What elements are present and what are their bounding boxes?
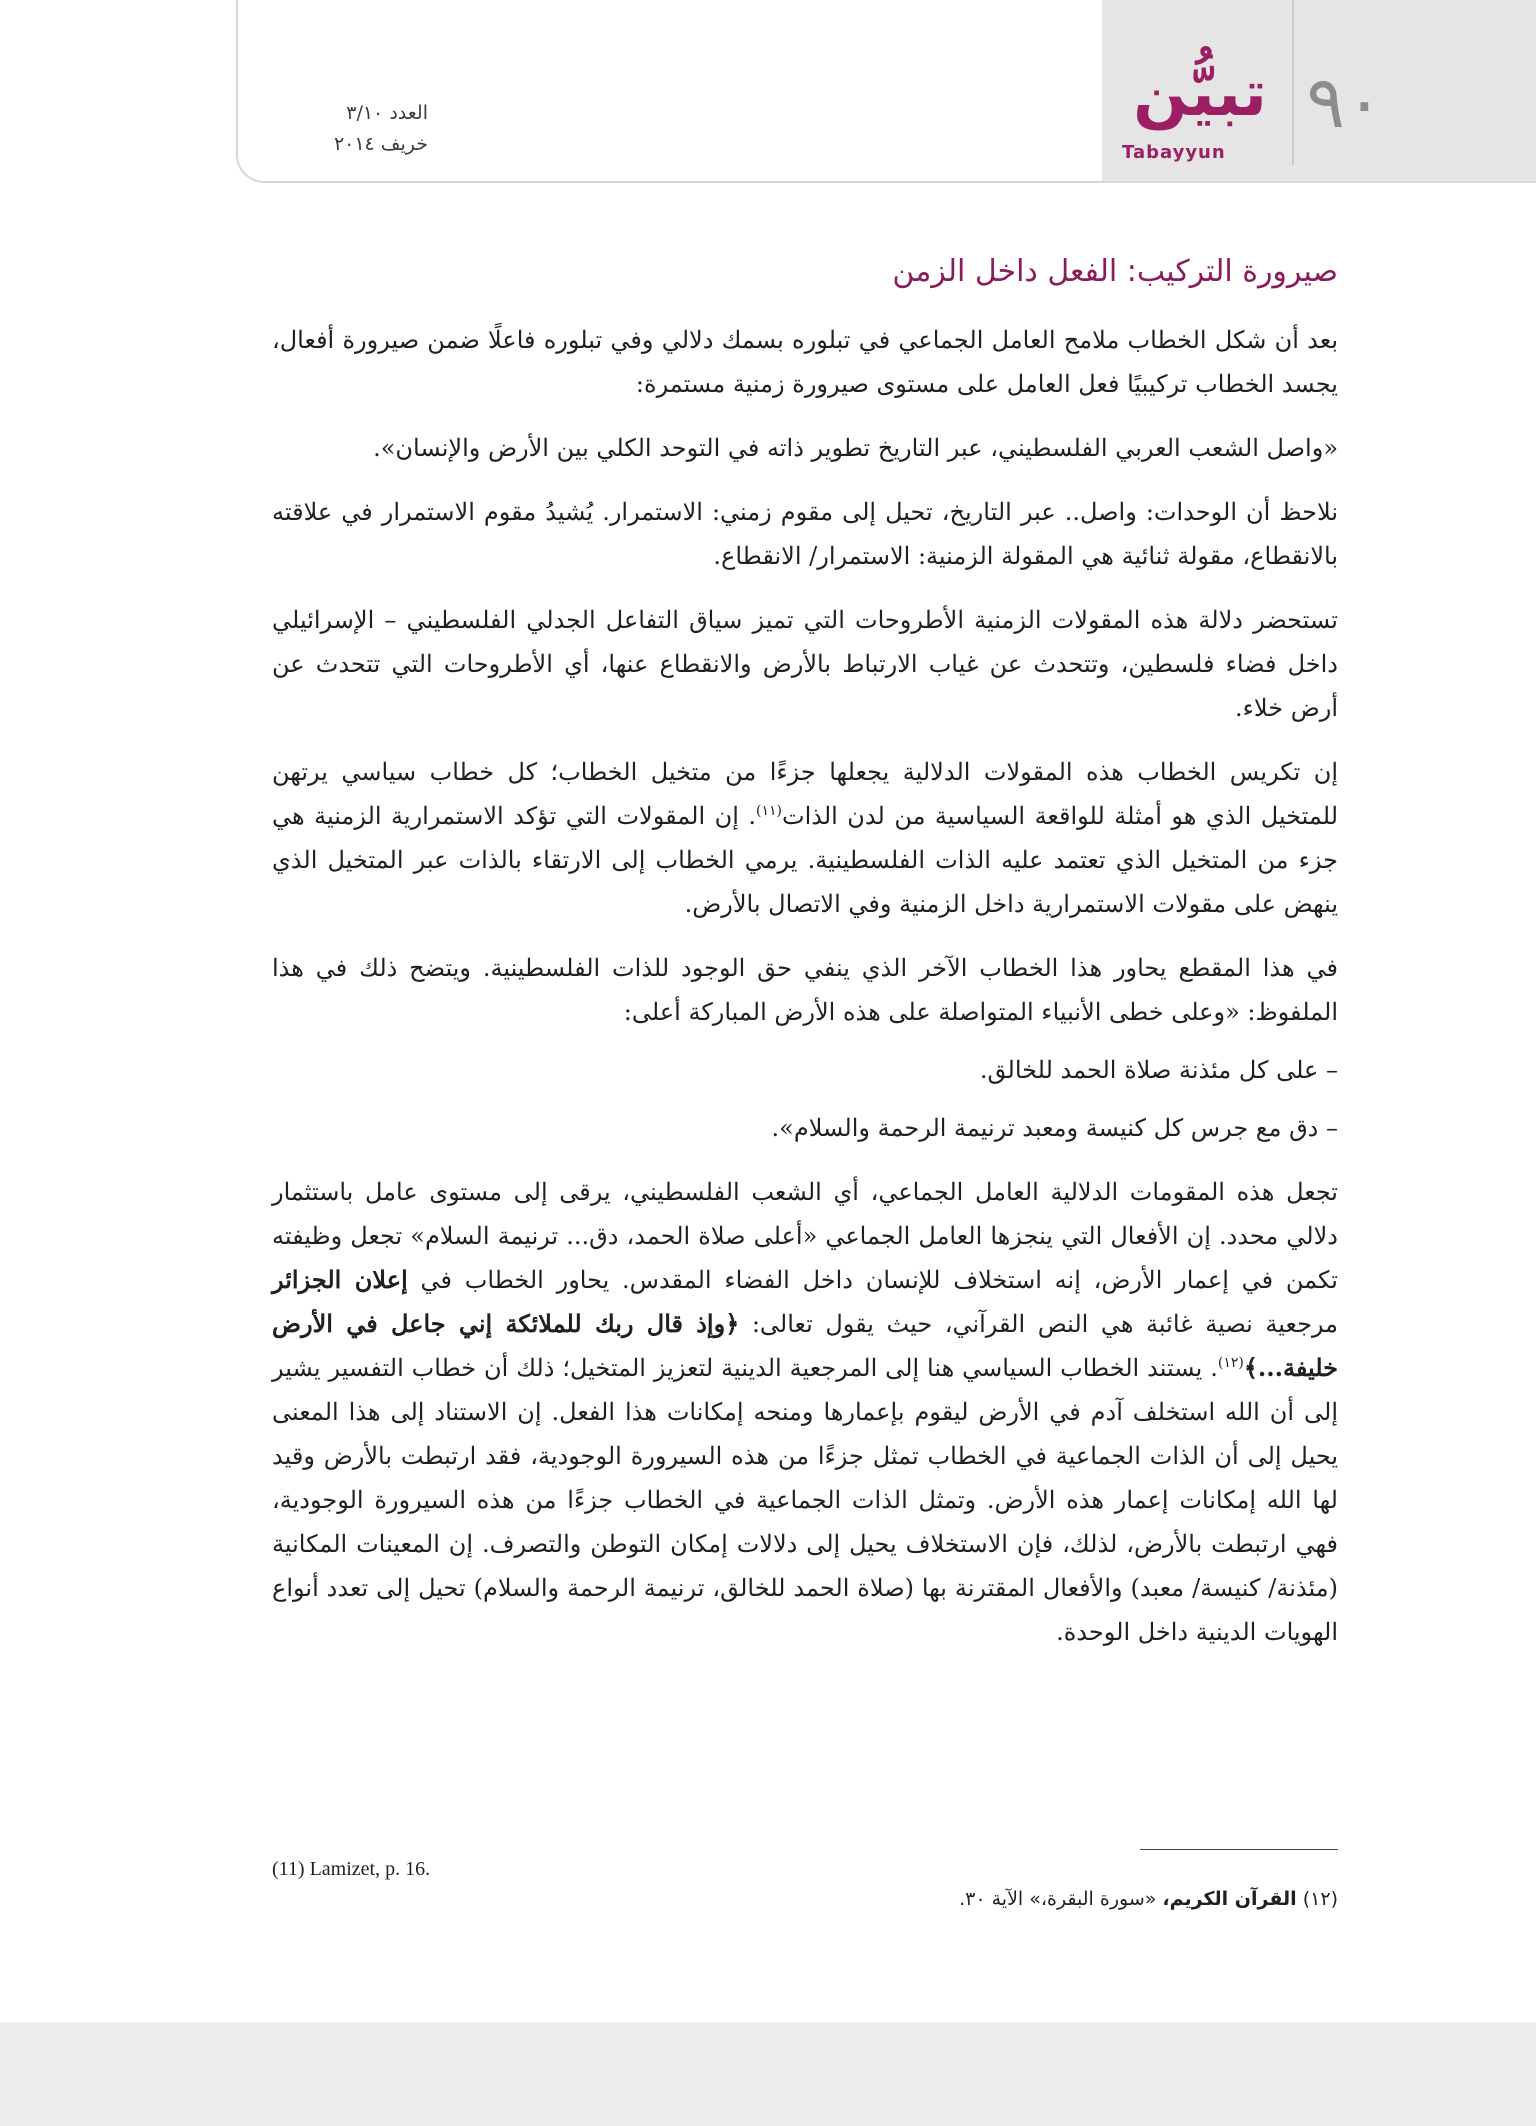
paragraph-text: . إن المقولات التي تؤكد الاستمرارية الزمنية هي جزء من المتخيل الذي تعتمد عليه الذات الفلسطينية. يرمي الخطاب إلى الارتقاء بالذات عبر المتخيل الذي ينهض على مقولات الاستمرارية داخل الزمنية وفي الاتصال بالأرض.: [272, 802, 1338, 918]
paragraph: بعد أن شكل الخطاب ملامح العامل الجماعي في تبلوره بسمك دلالي وفي تبلوره فاعلًا ضمن صيرورة أفعال، يجسد الخطاب تركيبيًا فعل العامل على مستوى صيرورة زمنية مستمرة:: [272, 326, 1338, 398]
page-bottom-band: [0, 2022, 1536, 2126]
list-item: – دق مع جرس كل كنيسة ومعبد ترنيمة الرحمة والسلام».: [771, 1114, 1338, 1142]
paragraph: [272, 1170, 1338, 1654]
issue-info: [268, 98, 428, 160]
article-body: [272, 318, 1338, 1674]
footnote-12: [700, 1885, 1338, 1913]
footnote-text: «سورة البقرة،» الآية ٣٠.: [959, 1888, 1157, 1910]
issue-season: خريف ٢٠١٤: [333, 133, 428, 155]
footnote-source: القرآن الكريم،: [1162, 1888, 1297, 1910]
bold-term: إعلان الجزائر: [272, 1265, 408, 1294]
journal-logo: تبيُّن: [1133, 57, 1267, 131]
footnote-number: (١٢): [1302, 1888, 1338, 1910]
journal-logo-latin: Tabayyun: [1122, 142, 1226, 163]
quote-paragraph: «واصل الشعب العربي الفلسطيني، عبر التاريخ تطوير ذاته في التوحد الكلي بين الأرض والإنسان».: [373, 434, 1338, 462]
paragraph-text: . يستند الخطاب السياسي هنا إلى المرجعية الدينية لتعزيز المتخيل؛ ذلك أن خطاب التفسير يشير إلى أن الله استخلف آدم في الأرض ليقوم بإعمارها ومنحه إمكانات هذا الفعل. إن الاستناد إلى هذا المعنى يحيل إلى أن الذات الجماعية في الخطاب تمثل جزءًا من هذه السيرورة الوجودية، فقد ارتبطت بالأرض وقيد لها الله إمكانات إعمار هذه الأرض. وتمثل الذات الجماعية في الخطاب جزءًا من هذه السيرورة الوجودية، فهي ارتبطت بالأرض، لذلك، فإن الاستخلاف يحيل إلى دلالات إمكان التوطن والتصرف. إن المعينات المكانية (مئذنة/ كنيسة/ معبد) والأفعال المقترنة بها (صلاة الحمد للخالق، ترنيمة الرحمة والسلام) تحيل إلى تعدد أنواع الهويات الدينية داخل الوحدة.: [272, 1354, 1339, 1646]
paragraph: تستحضر دلالة هذه المقولات الزمنية الأطروحات التي تميز سياق التفاعل الجدلي الفلسطيني – الإسرائيلي داخل فضاء فلسطين، وتتحدث عن غياب الارتباط بالأرض والانقطاع عنها، أي الأطروحات التي تتحدث عن أرض خلاء.: [272, 606, 1338, 722]
paragraph-text: مرجعية نصية غائبة هي النص القرآني، حيث يقول تعالى:: [751, 1310, 1338, 1338]
header-divider: [1292, 0, 1294, 165]
list-item: – على كل مئذنة صلاة الحمد للخالق.: [979, 1056, 1338, 1084]
paragraph: [272, 750, 1338, 926]
footnote-ref-12: (١٢): [1217, 1355, 1244, 1371]
issue-number: العدد ٣/١٠: [346, 102, 428, 124]
footnote-ref-11: (١١): [756, 803, 782, 819]
paragraph: في هذا المقطع يحاور هذا الخطاب الآخر الذي ينفي حق الوجود للذات الفلسطينية. ويتضح ذلك في هذا الملفوظ: «وعلى خطى الأنبياء المتواصلة على هذه الأرض المباركة أعلى:: [272, 954, 1338, 1026]
paragraph-text: إن تكريس الخطاب هذه المقولات الدلالية يجعلها جزءًا من متخيل الخطاب؛ كل خطاب سياسي يرتهن للمتخيل الذي هو أمثلة للواقعة السياسية من لدن الذات: [272, 758, 1339, 830]
footnote-rule: [1140, 1849, 1338, 1850]
page-number: ٩٠: [1306, 60, 1384, 144]
footnote-11: (11) Lamizet, p. 16.: [272, 1858, 431, 1880]
quran-verse: ﴿وإذ قال ربك للملائكة إني جاعل في الأرض خليفة...﴾: [272, 1309, 1338, 1382]
section-title: صيرورة التركيب: الفعل داخل الزمن: [892, 254, 1338, 289]
paragraph: نلاحظ أن الوحدات: واصل.. عبر التاريخ، تحيل إلى مقوم زمني: الاستمرار. يُشيدُ مقوم الاستمرار في علاقته بالانقطاع، مقولة ثنائية هي المقولة الزمنية: الاستمرار/ الانقطاع.: [272, 498, 1339, 570]
paragraph-text: تجعل هذه المقومات الدلالية العامل الجماعي، أي الشعب الفلسطيني، يرقى إلى مستوى عامل باستثمار دلالي محدد. إن الأفعال التي ينجزها العامل الجماعي «أعلى صلاة الحمد، دق... ترنيمة السلام» تجعل وظيفته تكمن في إعمار الأرض، إنه استخلاف للإنسان داخل الفضاء المقدس. يحاور الخطاب في: [272, 1178, 1338, 1294]
